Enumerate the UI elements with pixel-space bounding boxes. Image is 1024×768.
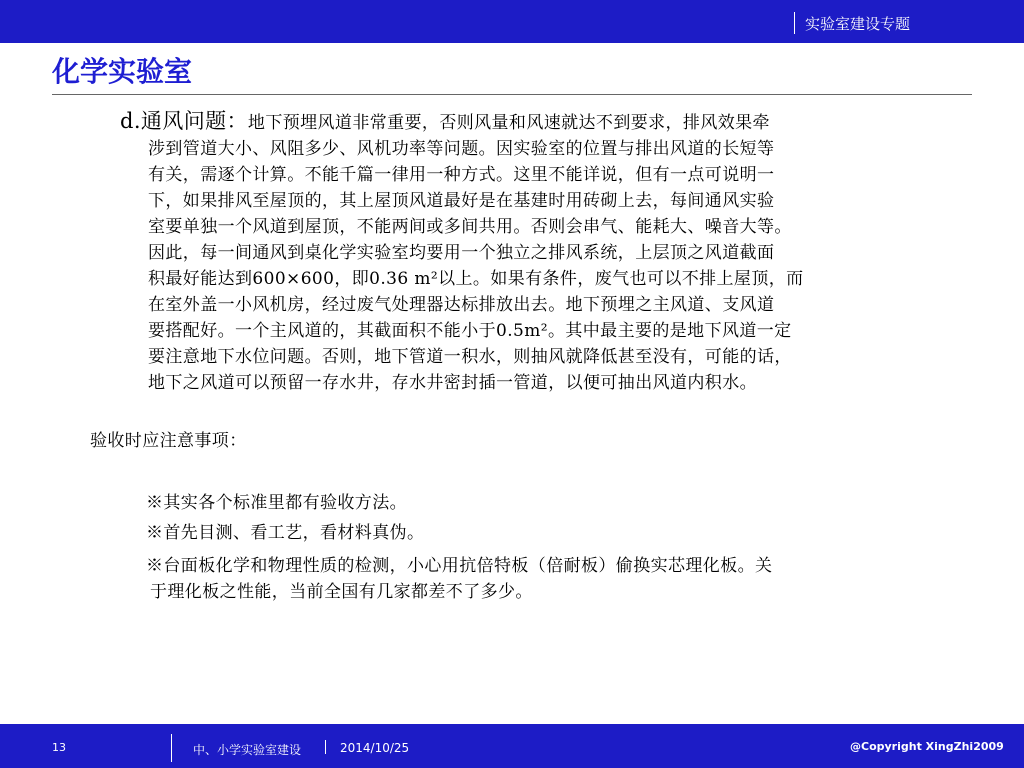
paragraph-line: 地下之风道可以预留一存水井，存水井密封插一管道，以便可抽出风道内积水。 xyxy=(148,373,757,393)
acceptance-heading: 验收时应注意事项： xyxy=(90,431,247,451)
note-line: ※台面板化学和物理性质的检测，小心用抗倍特板（倍耐板）偷换实芯理化板。关 xyxy=(146,556,773,576)
section-first-line xyxy=(120,108,990,136)
footer-banner xyxy=(0,724,1024,768)
paragraph-line: 有关，需逐个计算。不能千篇一律用一种方式。这里不能详说，但有一点可说明一 xyxy=(148,165,775,185)
paragraph-line: 下，如果排风至屋顶的，其上屋顶风道最好是在基建时用砖砌上去，每间通风实验 xyxy=(148,191,775,211)
note-line: ※首先目测、看工艺，看材料真伪。 xyxy=(146,523,425,543)
footer-copyright: @Copyright XingZhi2009 xyxy=(850,740,1004,753)
section-label: d.通风问题： xyxy=(120,109,248,133)
note-line: ※其实各个标准里都有验收方法。 xyxy=(146,493,407,513)
paragraph-line: 在室外盖一小风机房，经过废气处理器达标排放出去。地下预埋之主风道、支风道 xyxy=(148,295,775,315)
footer-course: 中、小学实验室建设 xyxy=(193,743,302,757)
section-ventilation xyxy=(120,108,990,396)
title-underline xyxy=(52,94,972,95)
top-banner xyxy=(0,0,1024,43)
note-line: 于理化板之性能，当前全国有几家都差不了多少。 xyxy=(150,582,533,602)
paragraph-line: 积最好能达到600×600，即0.36 m²以上。如果有条件，废气也可以不排上屋顶，而 xyxy=(148,269,804,289)
acceptance-note-3 xyxy=(146,553,772,605)
page-title: 化学实验室 xyxy=(52,55,193,88)
header-divider xyxy=(794,12,795,34)
acceptance-note-2 xyxy=(146,520,424,546)
page-number: 13 xyxy=(52,741,66,754)
paragraph-line: 要注意地下水位问题。否则，地下管道一积水，则抽风就降低甚至没有，可能的话， xyxy=(148,347,792,367)
footer-divider xyxy=(171,734,172,762)
acceptance-note-1 xyxy=(146,490,407,516)
paragraph-line: 涉到管道大小、风阻多少、风机功率等问题。因实验室的位置与排出风道的长短等 xyxy=(148,139,775,159)
paragraph-line: 要搭配好。一个主风道的，其截面积不能小于0.5m²。其中最主要的是地下风道一定 xyxy=(148,321,792,341)
section-first-text: 地下预埋风道非常重要，否则风量和风速就达不到要求，排风效果牵 xyxy=(247,113,770,133)
paragraph-line: 室要单独一个风道到屋顶，不能两间或多间共用。否则会串气、能耗大、噪音大等。 xyxy=(148,217,792,237)
footer-date: 2014/10/25 xyxy=(340,741,410,755)
header-topic: 实验室建设专题 xyxy=(805,15,911,33)
paragraph-line: 因此，每一间通风到桌化学实验室均要用一个独立之排风系统，上层顶之风道截面 xyxy=(148,243,775,263)
footer-divider-small xyxy=(325,740,326,754)
